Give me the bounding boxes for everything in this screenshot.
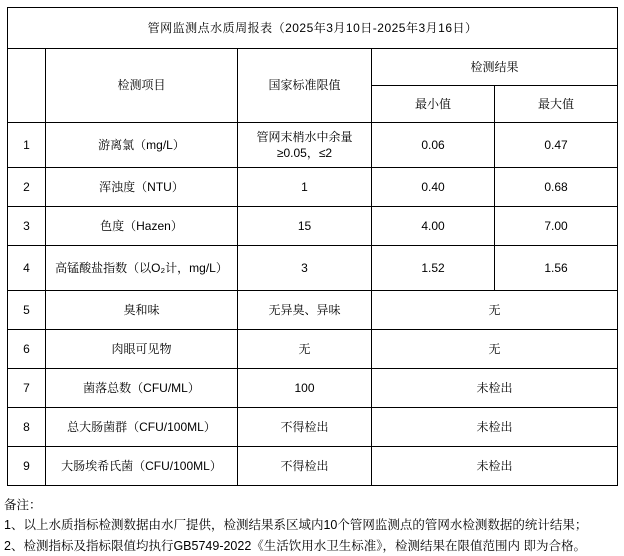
header-max: 最大值 <box>495 86 618 123</box>
row-result: 无 <box>372 330 618 369</box>
row-item: 高锰酸盐指数（以O₂计，mg/L） <box>46 246 238 291</box>
row-max: 7.00 <box>495 207 618 246</box>
table-row <box>8 291 618 330</box>
table-row <box>8 369 618 408</box>
report-page <box>0 7 624 553</box>
row-index: 6 <box>8 330 46 369</box>
row-index: 3 <box>8 207 46 246</box>
row-min: 0.40 <box>372 168 495 207</box>
row-result: 无 <box>372 291 618 330</box>
table-row <box>8 330 618 369</box>
row-index: 4 <box>8 246 46 291</box>
notes-label: 备注： <box>4 498 42 512</box>
table-row <box>8 168 618 207</box>
row-standard: 不得检出 <box>238 408 372 447</box>
row-item: 浑浊度（NTU） <box>46 168 238 207</box>
row-index: 7 <box>8 369 46 408</box>
note-line-2: 2、检测指标及指标限值均执行GB5749-2022《生活饮用水卫生标准》，检测结果在限值范围内 即为合格。 <box>4 538 587 553</box>
table-row <box>8 447 618 486</box>
header-item: 检测项目 <box>46 49 238 123</box>
row-standard: 15 <box>238 207 372 246</box>
row-index: 5 <box>8 291 46 330</box>
row-standard: 3 <box>238 246 372 291</box>
header-index <box>8 49 46 123</box>
row-item: 菌落总数（CFU/ML） <box>46 369 238 408</box>
row-item: 肉眼可见物 <box>46 330 238 369</box>
row-standard: 管网末梢水中余量≥0.05，≤2 <box>238 123 372 168</box>
row-index: 8 <box>8 408 46 447</box>
table-row <box>8 408 618 447</box>
note-line-1: 1、以上水质指标检测数据由水厂提供，检测结果系区域内10个管网监测点的管网水检测数据的统计结果； <box>4 518 588 533</box>
water-quality-report-table <box>7 7 618 486</box>
notes-section <box>4 496 624 556</box>
row-item: 大肠埃希氏菌（CFU/100ML） <box>46 447 238 486</box>
header-standard: 国家标准限值 <box>238 49 372 123</box>
row-item: 色度（Hazen） <box>46 207 238 246</box>
row-standard: 不得检出 <box>238 447 372 486</box>
row-standard: 无 <box>238 330 372 369</box>
row-min: 1.52 <box>372 246 495 291</box>
row-result: 未检出 <box>372 447 618 486</box>
row-standard: 100 <box>238 369 372 408</box>
row-min: 4.00 <box>372 207 495 246</box>
row-standard: 无异臭、异味 <box>238 291 372 330</box>
row-index: 9 <box>8 447 46 486</box>
table-row <box>8 246 618 291</box>
row-max: 0.68 <box>495 168 618 207</box>
row-standard: 1 <box>238 168 372 207</box>
table-row <box>8 207 618 246</box>
row-result: 未检出 <box>372 369 618 408</box>
row-item: 总大肠菌群（CFU/100ML） <box>46 408 238 447</box>
row-item: 游离氯（mg/L） <box>46 123 238 168</box>
table-row <box>8 123 618 168</box>
row-result: 未检出 <box>372 408 618 447</box>
row-index: 1 <box>8 123 46 168</box>
table-title-row <box>8 8 618 49</box>
header-min: 最小值 <box>372 86 495 123</box>
header-result-group: 检测结果 <box>372 49 618 86</box>
row-min: 0.06 <box>372 123 495 168</box>
table-header-row-1 <box>8 49 618 86</box>
row-max: 0.47 <box>495 123 618 168</box>
row-item: 臭和味 <box>46 291 238 330</box>
row-index: 2 <box>8 168 46 207</box>
page-title: 管网监测点水质周报表（2025年3月10日-2025年3月16日） <box>8 8 618 49</box>
row-max: 1.56 <box>495 246 618 291</box>
